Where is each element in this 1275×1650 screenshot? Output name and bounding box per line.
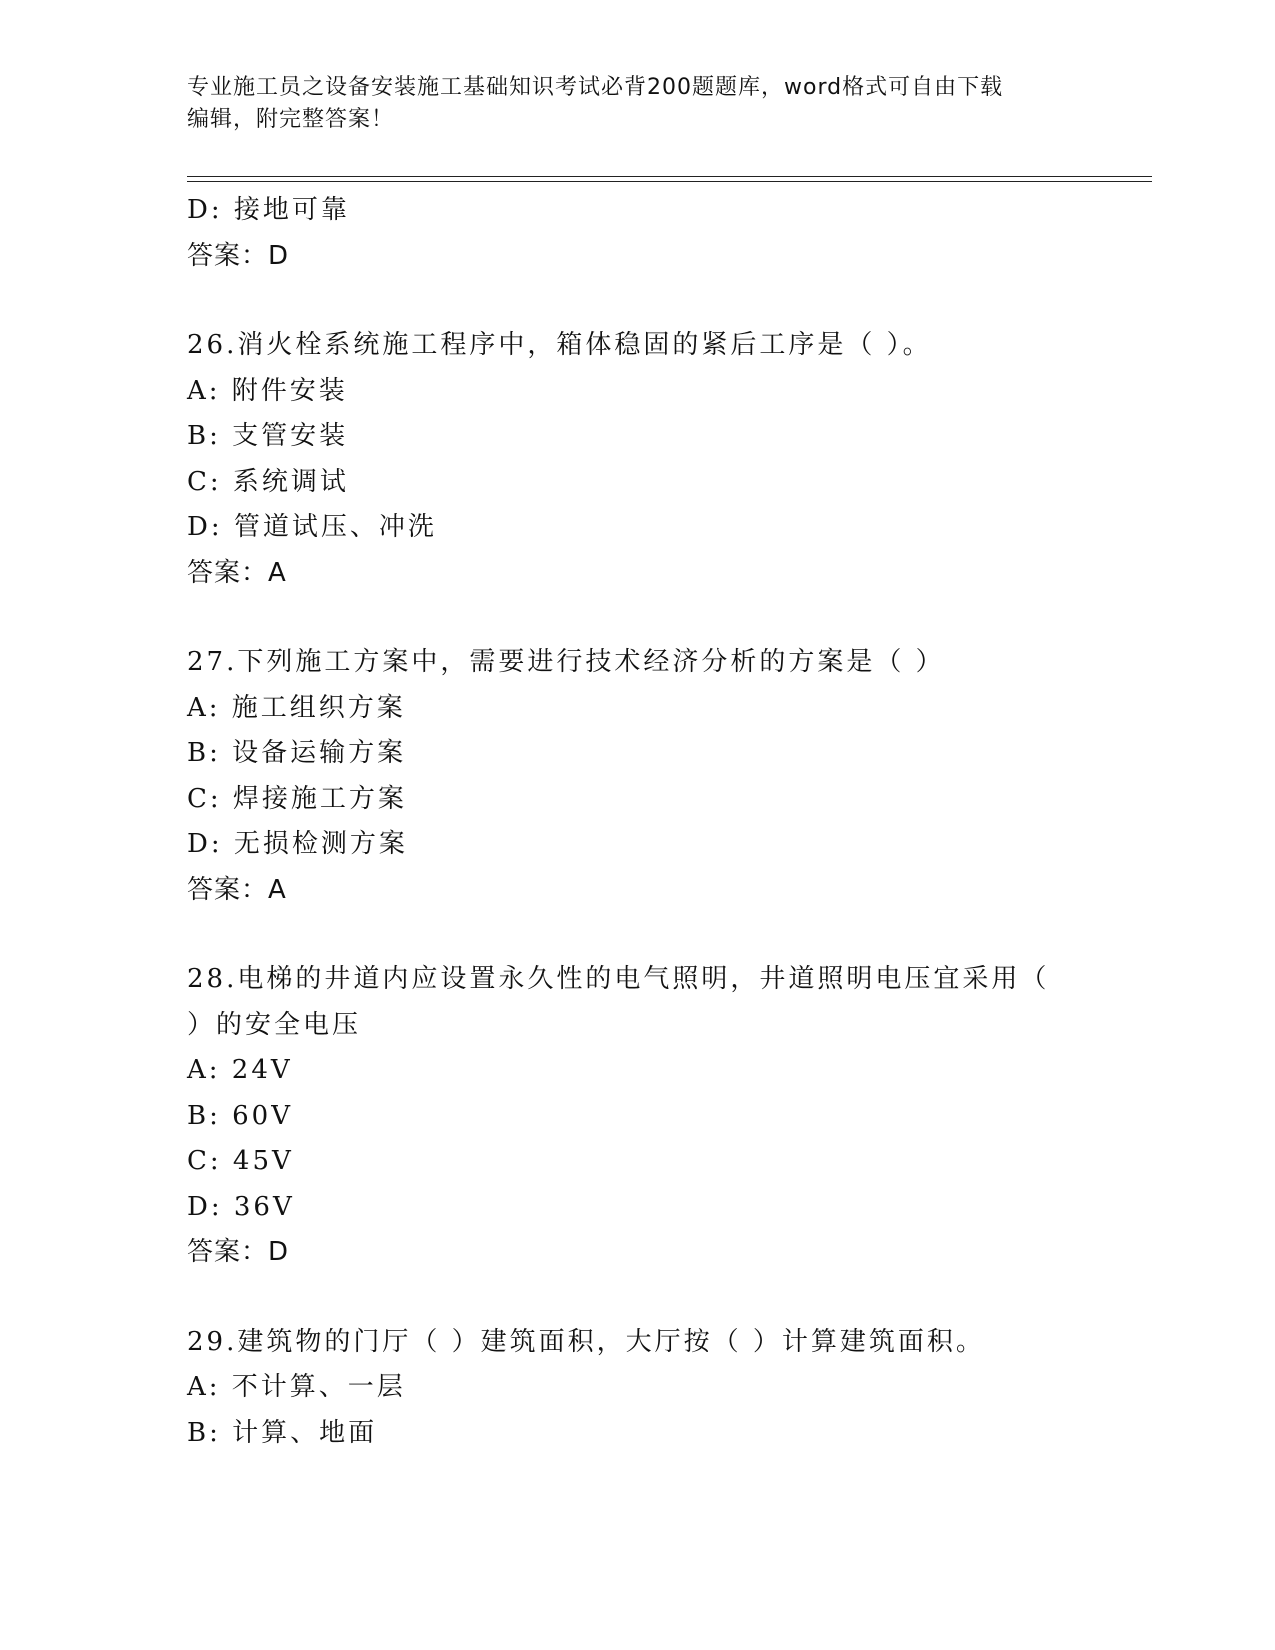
- spacer: [187, 279, 1087, 323]
- header-line-2: 编辑，附完整答案！: [187, 107, 395, 132]
- document-header: [187, 72, 1067, 136]
- spacer: [187, 913, 1087, 957]
- prev-answer: 答案：D: [187, 240, 290, 271]
- spacer: [187, 596, 1087, 640]
- question-stem-line-1: 28.电梯的井道内应设置永久性的电气照明，井道照明电压宜采用（: [187, 964, 1050, 994]
- option-a: A: 24V: [187, 1055, 293, 1085]
- header-divider-bottom: [187, 181, 1152, 182]
- option-b: B: 60V: [187, 1100, 293, 1131]
- option-b: B: 支管安装: [187, 421, 349, 451]
- option-c: C: 系统调试: [187, 466, 349, 497]
- answer: 答案：A: [187, 557, 287, 588]
- option-d: D: 无损检测方案: [187, 829, 408, 859]
- option-a: A: 不计算、一层: [187, 1372, 406, 1402]
- prev-option-d: D: 接地可靠: [187, 195, 350, 225]
- answer: 答案：A: [187, 874, 287, 905]
- header-line-1: 专业施工员之设备安装施工基础知识考试必背200题题库，word格式可自由下载: [187, 75, 1004, 100]
- option-d: D: 36V: [187, 1191, 295, 1222]
- spacer: [187, 1276, 1087, 1320]
- option-c: C: 45V: [187, 1146, 294, 1176]
- question-stem: 26.消火栓系统施工程序中，箱体稳固的紧后工序是（ ）。: [187, 330, 932, 360]
- question-28: [187, 957, 1087, 1276]
- header-divider-top: [187, 176, 1152, 177]
- option-c: C: 焊接施工方案: [187, 783, 407, 814]
- question-stem: 27.下列施工方案中，需要进行技术经济分析的方案是（ ）: [187, 647, 945, 677]
- option-b: B: 计算、地面: [187, 1417, 378, 1448]
- option-a: A: 附件安装: [187, 375, 348, 406]
- question-29: [187, 1320, 1087, 1457]
- option-d: D: 管道试压、冲洗: [187, 512, 437, 542]
- option-b: B: 设备运输方案: [187, 738, 407, 768]
- option-a: A: 施工组织方案: [187, 692, 406, 723]
- question-27: [187, 640, 1087, 913]
- question-26: [187, 323, 1087, 596]
- answer: 答案：D: [187, 1237, 290, 1267]
- question-stem-line-2: ）的安全电压: [187, 1009, 362, 1040]
- question-content: [187, 188, 1087, 1456]
- question-stem: 29.建筑物的门厅（ ）建筑面积，大厅按（ ）计算建筑面积。: [187, 1326, 985, 1357]
